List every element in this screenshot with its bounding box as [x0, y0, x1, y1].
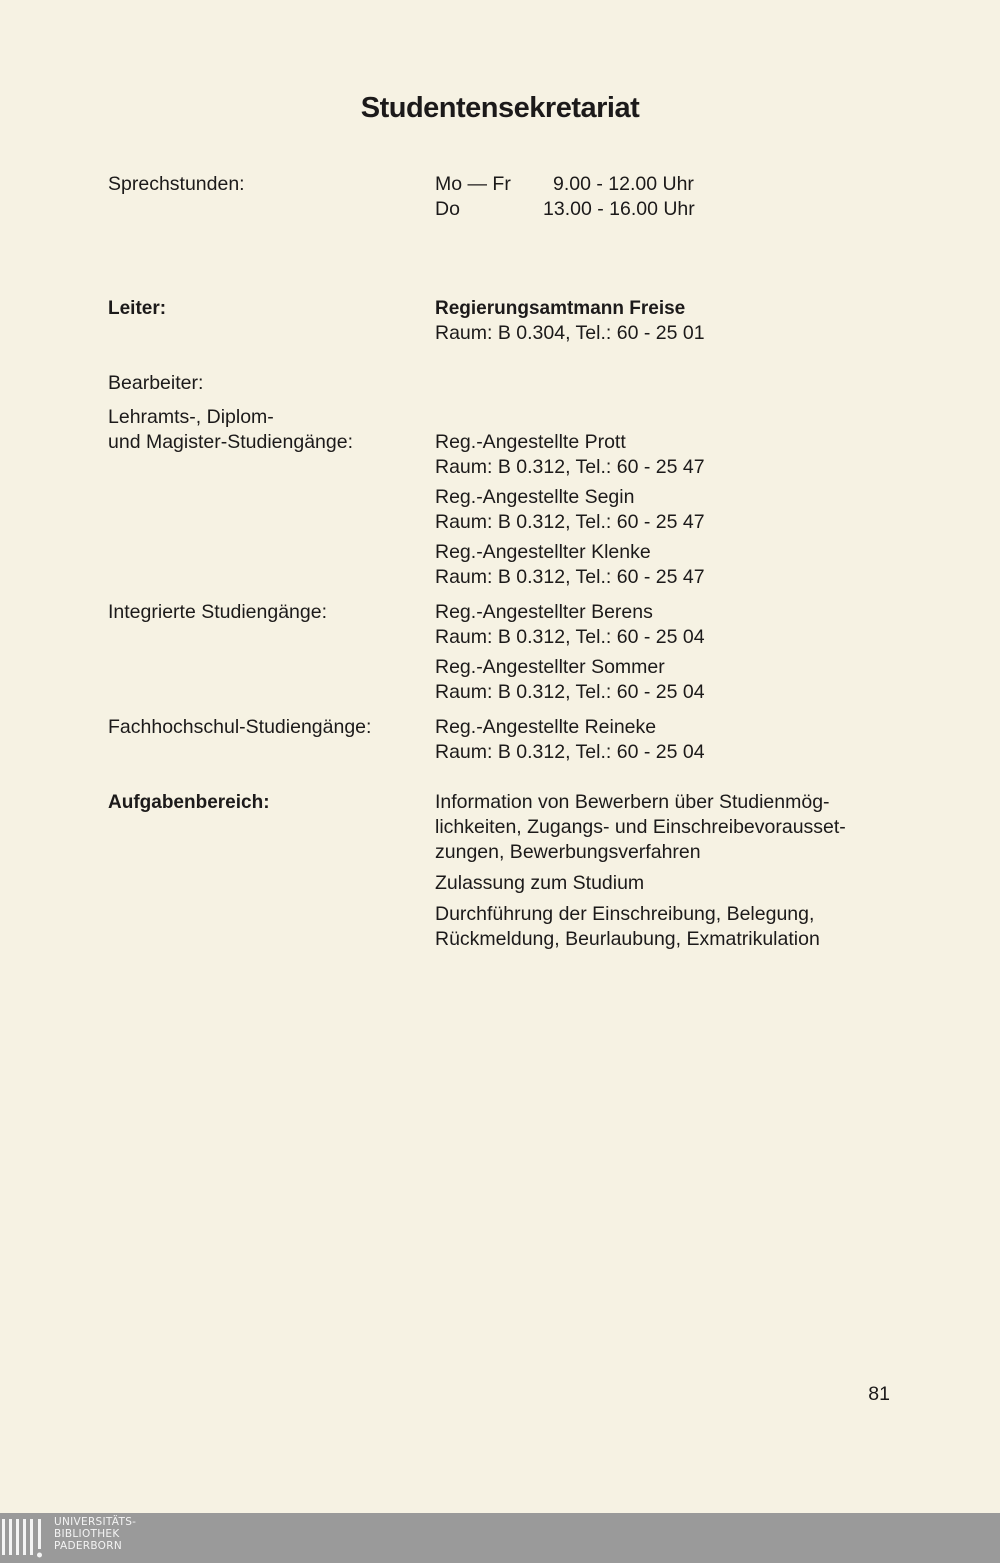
page-number: 81 — [868, 1383, 890, 1405]
office-hours — [435, 172, 695, 222]
lehramt-label-line: und Magister-Studiengänge: — [108, 431, 353, 453]
sprechstunden-label: Sprechstunden: — [108, 173, 245, 195]
staff-name: Reg.-Angestellter Sommer — [435, 656, 665, 678]
library-name-line: BIBLIOTHEK — [54, 1528, 120, 1540]
office-hours-row — [435, 197, 695, 222]
bearbeiter-label: Bearbeiter: — [108, 372, 204, 394]
lehramt-entry — [435, 540, 705, 590]
lehramt-entry — [435, 485, 705, 535]
aufgaben-block — [435, 790, 846, 952]
lehramt-label-line: Lehramts-, Diplom- — [108, 406, 274, 428]
staff-name: Reg.-Angestellter Klenke — [435, 541, 651, 563]
staff-name: Reg.-Angestellter Berens — [435, 601, 653, 623]
staff-room: Raum: B 0.312, Tel.: 60 - 25 47 — [435, 456, 705, 478]
leiter-room: Raum: B 0.304, Tel.: 60 - 25 01 — [435, 322, 705, 344]
leiter-block — [435, 296, 705, 346]
lehramt-label — [108, 405, 353, 455]
library-footer — [0, 1513, 1000, 1563]
staff-name: Reg.-Angestellte Reineke — [435, 716, 657, 738]
office-hours-time: 13.00 - 16.00 Uhr — [543, 198, 695, 220]
fachhochschul-entry — [435, 715, 705, 765]
staff-room: Raum: B 0.312, Tel.: 60 - 25 04 — [435, 741, 705, 763]
integriert-entry — [435, 655, 705, 705]
staff-room: Raum: B 0.312, Tel.: 60 - 25 04 — [435, 681, 705, 703]
staff-name: Reg.-Angestellte Prott — [435, 431, 626, 453]
library-name — [54, 1516, 136, 1552]
staff-room: Raum: B 0.312, Tel.: 60 - 25 47 — [435, 566, 705, 588]
office-hours-time: 9.00 - 12.00 Uhr — [553, 173, 694, 195]
leiter-name: Regierungsamtmann Freise — [435, 298, 686, 319]
integriert-entry — [435, 600, 705, 650]
aufgaben-line: Information von Bewerbern über Studienmög- — [435, 791, 830, 813]
office-hours-days: Do — [435, 198, 460, 220]
staff-room: Raum: B 0.312, Tel.: 60 - 25 47 — [435, 511, 705, 533]
office-hours-row — [435, 172, 695, 197]
library-name-line: UNIVERSITÄTS- — [54, 1516, 137, 1528]
aufgaben-line: zungen, Bewerbungsverfahren — [435, 841, 701, 863]
aufgaben-label: Aufgabenbereich: — [108, 792, 270, 813]
aufgaben-line: Durchführung der Einschreibung, Belegung, — [435, 903, 815, 925]
staff-name: Reg.-Angestellte Segin — [435, 486, 635, 508]
library-logo-icon — [0, 1517, 50, 1561]
aufgaben-line: Rückmeldung, Beurlaubung, Exmatrikulation — [435, 928, 820, 950]
integriert-label: Integrierte Studiengänge: — [108, 601, 327, 623]
aufgaben-line: lichkeiten, Zugangs- und Einschreibevorausset- — [435, 816, 846, 838]
fachhochschul-label: Fachhochschul-Studiengänge: — [108, 716, 372, 738]
office-hours-days: Mo — Fr — [435, 173, 511, 195]
page-title: Studentensekretariat — [360, 92, 640, 124]
lehramt-entry — [435, 430, 705, 480]
library-name-line: PADERBORN — [54, 1540, 122, 1552]
aufgaben-line: Zulassung zum Studium — [435, 872, 645, 894]
staff-room: Raum: B 0.312, Tel.: 60 - 25 04 — [435, 626, 705, 648]
leiter-label: Leiter: — [108, 298, 167, 319]
